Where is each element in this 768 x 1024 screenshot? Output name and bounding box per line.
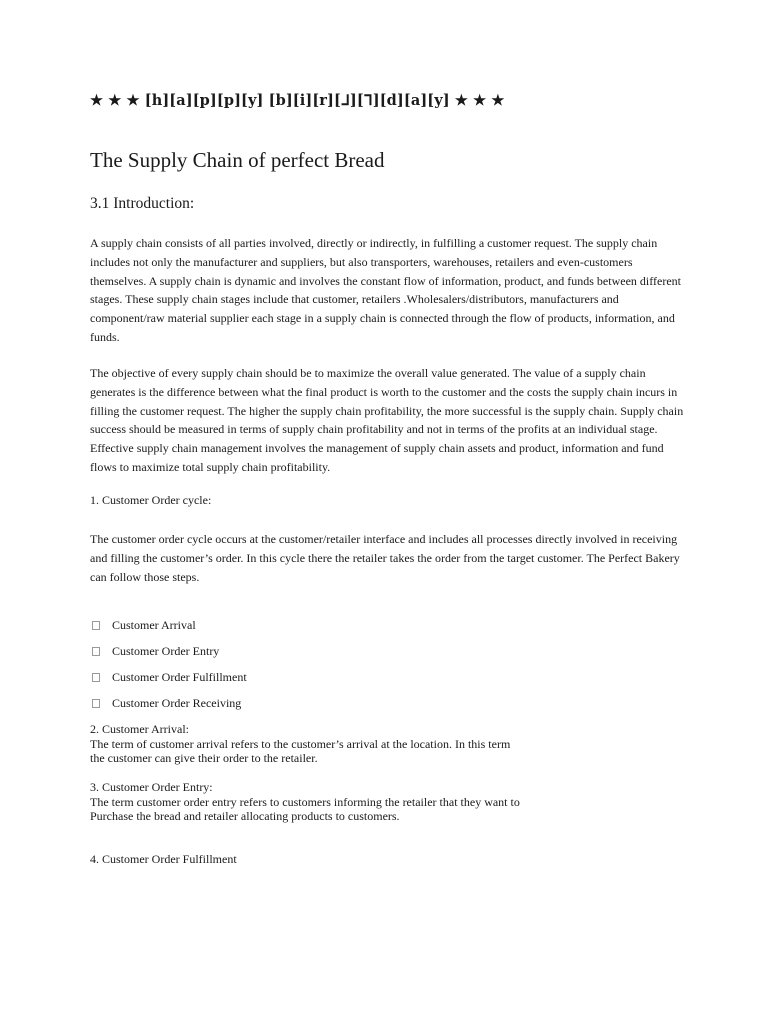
list-item-label: Customer Order Entry xyxy=(112,643,220,658)
list-item xyxy=(90,664,247,690)
bullet-box-icon xyxy=(92,673,100,682)
bullet-box-icon xyxy=(92,699,100,708)
page-title: The Supply Chain of perfect Bread xyxy=(90,148,385,172)
bullet-box-icon xyxy=(92,647,100,656)
entry-heading: 3. Customer Order Entry: xyxy=(90,780,213,794)
entry-line-2: Purchase the bread and retailer allocating products to customers. xyxy=(90,809,400,823)
intro-paragraph: A supply chain consists of all parties involved, directly or indirectly, in fulfilling a customer request. The supply chain includes not only the manufacturer and suppliers, but also transporters, warehouses, retailers and even-customers themselves. A supply chain is dynamic and involves the constant flow of information, product, and funds between different stages. These supply chain stages include that customer, retailers .Wholesalers/distributors, manufacturers and component/raw material supplier each stage in a supply chain is connected through the flow of products, information, and funds. xyxy=(90,236,681,344)
list-item xyxy=(90,612,247,638)
arrival-line-2: the customer can give their order to the retailer. xyxy=(90,751,318,765)
section-subtitle: 3.1 Introduction: xyxy=(90,195,195,212)
list-item-label: Customer Order Receiving xyxy=(112,695,242,710)
list-item-label: Customer Order Fulfillment xyxy=(112,669,247,684)
arrival-line-1: The term of customer arrival refers to the customer’s arrival at the location. In this term xyxy=(90,736,511,751)
steps-list xyxy=(90,612,247,716)
entry-section xyxy=(90,780,690,824)
list-item xyxy=(90,638,247,664)
bullet-box-icon xyxy=(92,621,100,630)
list-item-label: Customer Arrival xyxy=(112,617,196,632)
fulfillment-heading: 4. Customer Order Fulfillment xyxy=(90,852,237,866)
decorative-banner: ★ ★ ★ [h][a][p][p][y] [b][i][r][ᒧ][ᒣ][d][a][y] ★ ★ ★ xyxy=(90,92,505,109)
list-item xyxy=(90,690,247,716)
arrival-heading: 2. Customer Arrival: xyxy=(90,722,189,736)
arrival-section xyxy=(90,722,690,766)
entry-line-1: The term customer order entry refers to customers informing the retailer that they want to xyxy=(90,794,520,809)
fulfillment-section xyxy=(90,852,690,867)
objective-paragraph: The objective of every supply chain should be to maximize the overall value generated. The value of a supply chain generates is the difference between what the final product is worth to the customer and the costs the supply chain incurs in filling the customer request. The higher the supply chain profitability, the more successful is the supply chain. Supply chain success should be measured in terms of supply chain profitability and not in terms of the profits at an individual stage. Effective supply chain management involves the management of supply chain assets and product, information and fund flows to maximize total supply chain profitability. xyxy=(90,366,684,474)
cycle-heading: 1. Customer Order cycle: xyxy=(90,493,212,507)
cycle-paragraph: The customer order cycle occurs at the customer/retailer interface and includes all processes directly involved in receiving and filling the customer’s order. In this cycle there the retailer takes the order from the target customer. The Perfect Bakery can follow those steps. xyxy=(90,532,680,584)
